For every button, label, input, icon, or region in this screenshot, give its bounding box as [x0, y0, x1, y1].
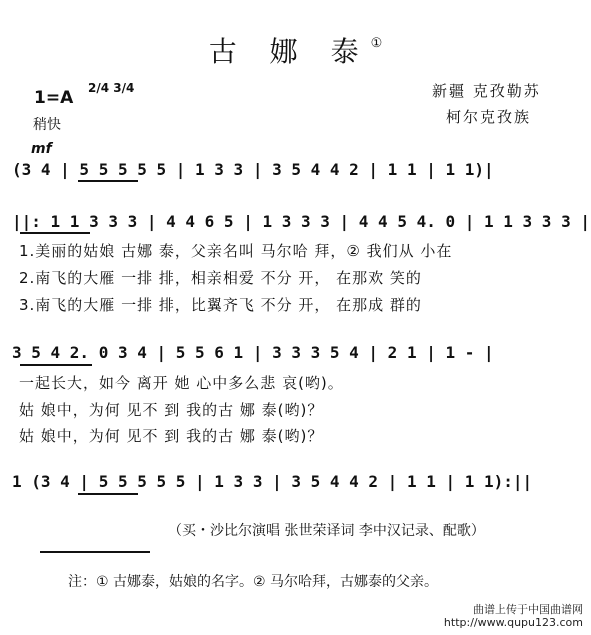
lyric-verse-1: 1.美丽的姑娘 古娜 泰，父亲名叫 马尔哈 拜，② 我们从 小在: [19, 242, 453, 260]
lyric-verse-3: 3.南飞的大雁 一排 排，比翼齐飞 不分 开， 在那成 群的: [19, 296, 422, 314]
tempo-marking: 稍快: [33, 117, 61, 133]
beam: [78, 493, 138, 495]
dynamics-mark: mf: [31, 141, 52, 157]
watermark-text: 曲谱上传于中国曲谱网: [473, 603, 583, 616]
song-title: 古 娜 泰①: [208, 35, 383, 68]
title-footnote-mark: ①: [370, 36, 383, 51]
lyric-line-c: 姑 娘中，为何 见不 到 我的古 娜 泰(哟)？: [19, 427, 324, 445]
footnote-divider: [40, 551, 150, 553]
lyric-verse-2: 2.南飞的大雁 一排 排，相亲相爱 不分 开， 在那欢 笑的: [19, 269, 422, 287]
credits: （买・沙比尔演唱 张世荣译词 李中汉记录、配歌）: [168, 523, 485, 539]
lyric-line-a: 一起长大，如今 离开 她 心中多么悲 哀(哟)。: [19, 374, 344, 392]
origin-region: 新疆 克孜勒苏: [432, 82, 541, 100]
beam: [78, 180, 138, 182]
beam: [20, 232, 90, 234]
footnote: 注：① 古娜泰，姑娘的名字。② 马尔哈拜，古娜泰的父亲。: [68, 574, 439, 590]
staff-4-notes: 1 (3 4 | 5 5 5 5 5 | 1 3 3 | 3 5 4 4 2 | 1 1 | 1 1):||: [12, 472, 533, 491]
origin-ethnicity: 柯尔克孜族: [446, 108, 532, 126]
staff-1-notes: (3 4 | 5 5 5 5 5 | 1 3 3 | 3 5 4 4 2 | 1 1 | 1 1)|: [12, 160, 494, 179]
time-signature: 2/4 3/4: [88, 81, 135, 95]
watermark-url: http://www.qupu123.com: [443, 616, 583, 629]
lyric-line-b: 姑 娘中，为何 见不 到 我的古 娜 泰(哟)？: [19, 401, 324, 419]
staff-2-notes: ||: 1 1 3 3 3 | 4 4 6 5 | 1 3 3 3 | 4 4 5 4. 0 | 1 1 3 3 3 |: [12, 212, 590, 231]
staff-3-notes: 3 5 4 2. 0 3 4 | 5 5 6 1 | 3 3 3 5 4 | 2 1 | 1 - |: [12, 343, 494, 362]
beam: [20, 364, 92, 366]
key-signature: 1=A: [34, 88, 74, 108]
